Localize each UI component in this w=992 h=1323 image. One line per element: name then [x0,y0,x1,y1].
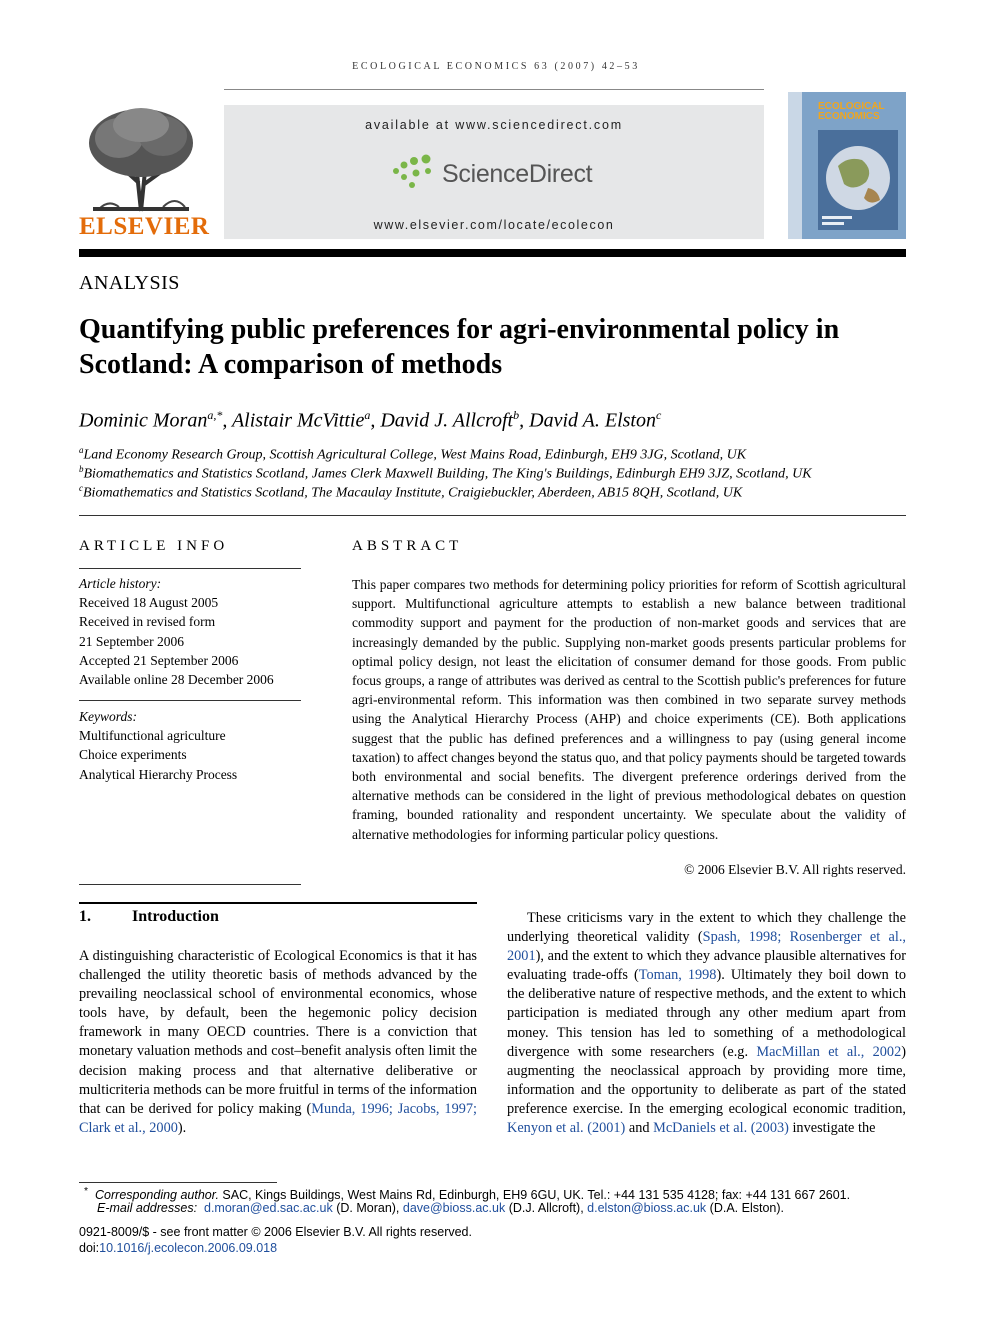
body-text: investigate the [788,1120,876,1137]
article-section-label: ANALYSIS [79,272,180,294]
affiliation-text: Land Economy Research Group, Scottish Agricultural College, West Mains Road, Edinburgh, EH9 3JG, Scotland, UK [83,447,747,463]
history-item: Accepted 21 September 2006 [79,652,239,668]
sciencedirect-logo [390,153,600,193]
section-heading-introduction [79,908,219,926]
email-owner: (D.A. Elston). [706,1201,784,1215]
running-header: ECOLOGICAL ECONOMICS 63 (2007) 42–53 [352,61,640,72]
doi-link[interactable]: 10.1016/j.ecolecon.2006.09.018 [99,1241,278,1255]
history-label: Article history: [79,576,162,591]
citation-link[interactable]: McDaniels et al. (2003) [653,1120,789,1137]
email-note [97,1200,906,1216]
author-list [79,408,661,433]
history-item: Received in revised form [79,614,216,630]
body-text: and [625,1120,654,1137]
email-link[interactable]: d.moran@ed.sac.ac.uk [204,1201,333,1215]
section-number: 1. [79,908,91,925]
author-separator: , [370,409,381,432]
body-text: ). [177,1119,187,1136]
history-item: Received 18 August 2005 [79,595,219,611]
author-name: Dominic Moran [79,409,208,432]
article-info-heading: ARTICLE INFO [79,538,229,554]
available-at-link[interactable]: available at www.sciencedirect.com [365,118,623,132]
history-item: Available online 28 December 2006 [79,672,274,688]
header-rule [224,89,764,90]
footnote-star: * [84,1186,89,1197]
email-owner: (D.J. Allcroft), [505,1201,588,1215]
section-title: Introduction [132,908,219,925]
corresponding-label: Corresponding author. [95,1188,219,1203]
abstract-text: This paper compares two methods for determining policy priorities for reform of Scottish agricultural support. Multifunctional agriculture attempts to establish a new balance between traditional commodity support and payment for the production of non-market goods and services that are increasingly demanded by the public. Supplying non-market goods presents particular problems for optimal policy design, not least the elicitation of consumer demand for those goods. From public focus groups, a range of attributes was derived as central to the Scottish public's preferences for future agri-environmental reform. This information was then combined in two separate survey methods using the Analytical Hierarchy Process (AHP) and choice experiments (CE). Both applications suggest that the public has defined preferences and a willingness to pay (using general income taxation) to affect changes beyond the status quo, and that policy payments should be targeted towards both environmental and social benefits. The divergent preference orderings derived from the alternative methods can be considered in the light of previous methodological debates on question framing, bounded rationality and respondent uncertainty. We speculate about the validity of alternative methodologies for informing particular policy questions. [352,577,906,842]
article-history [79,574,309,689]
sciencedirect-dots-icon [390,153,440,193]
email-link[interactable]: dave@bioss.ac.uk [402,1201,506,1215]
affiliation-marker: a [79,445,84,455]
citation-link[interactable]: Toman, 1998 [638,967,717,984]
author-name: David J. Allcroft [380,409,514,432]
citation-link[interactable]: Munda, 1996; Jacobs, 1997; Clark et al., 2000 [79,1100,477,1136]
doi-line [79,1240,906,1256]
keywords-label: Keywords: [79,709,137,724]
sciencedirect-banner [224,105,764,239]
globe-image [818,130,898,230]
email-label: E-mail addresses: [97,1201,198,1215]
affiliation-text: Biomathematics and Statistics Scotland, The Macaulay Institute, Craigiebuckler, Aberdeen, AB15 8QH, Scotland, UK [83,485,743,501]
author-name: Alistair McVittie [231,409,365,432]
affiliation-text: Biomathematics and Statistics Scotland, James Clerk Maxwell Building, The King's Buildings, Edinburgh EH9 3JZ, Scotland, UK [83,466,812,482]
author-affiliation-marker: a [364,408,371,422]
affiliation-c [79,483,742,502]
article-title: Quantifying public preferences for agri-environmental policy in Scotland: A comparison of methods [79,314,840,380]
affiliation-a [79,445,746,464]
body-text: ) augmenting the neoclassical approach by providing more time, information and the opportunity to deliberate as part of the stated preference exercise. In the emerging ecological economic tradition, [507,1043,906,1117]
divider [79,884,301,885]
divider [79,700,301,701]
cover-title: ECOLOGICAL ECONOMICS [818,101,885,122]
body-text: A distinguishing characteristic of Ecological Economics is that it has challenged the utility theoretic basis of methods advanced by the prevailing neoclassical school of environmental economics, whose tools have, by default, been the hegemonic policy decision framework in many OECD countries. There is a conviction that monetary valuation methods and cost–benefit analysis often limit the decision making process and that alternative deliberative or multicriteria methods can be more fruitful in terms of the information that can be derived for policy making ( [79,948,477,1117]
keyword: Choice experiments [79,747,187,763]
section-rule [79,902,477,904]
divider [79,515,906,516]
body-text: These criticisms vary in the extent to which they challenge the underlying theoretical validity ( [507,910,906,946]
author-affiliation-marker: c [655,408,662,422]
author-affiliation-marker: b [513,408,520,422]
intro-left-column [79,947,477,1138]
author-separator: , [222,409,232,432]
intro-right-column [507,909,906,1138]
masthead-rule [79,249,906,257]
author-affiliation-marker: a,* [207,408,223,422]
citation-link[interactable]: Kenyon et al. (2001) [507,1120,626,1137]
keywords [79,707,309,784]
journal-url-link[interactable]: www.elsevier.com/locate/ecolecon [373,218,615,232]
doi-label: doi: [79,1241,100,1255]
journal-cover-thumbnail [788,92,906,239]
author-separator: , [519,409,530,432]
citation-link[interactable]: MacMillan et al., 2002 [756,1043,902,1060]
divider [79,568,301,569]
elsevier-wordmark: ELSEVIER [79,213,210,240]
citation-link[interactable]: Spash, 1998; Rosenberger et al., 2001 [507,929,907,965]
keyword: Multifunctional agriculture [79,728,226,744]
affiliation-b [79,464,812,483]
email-link[interactable]: d.elston@bioss.ac.uk [587,1201,707,1215]
cover-spine [788,92,802,239]
affiliation-marker: c [79,483,83,493]
body-text: ), and the extent to which they advance plausible alternatives for evaluating trade-offs ( [507,948,906,984]
keyword: Analytical Hierarchy Process [79,766,238,782]
author-name: David A. Elston [529,409,656,432]
sciencedirect-wordmark: ScienceDirect [442,160,593,188]
footnote-rule [79,1182,277,1183]
body-text: ). Ultimately they boil down to the deliberative nature of respective methods, and the extent to which participation is mediated through any other medium apart from money. This tension has led to something of a methodological divergence with some researchers (e.g. [507,967,906,1060]
email-owner: (D. Moran), [332,1201,403,1215]
affiliation-marker: b [79,464,84,474]
corresponding-text: SAC, Kings Buildings, West Mains Rd, Edinburgh, EH9 6GU, UK. Tel.: +44 131 535 4128; fax: +44 131 667 2601. [218,1188,851,1203]
abstract-copyright: © 2006 Elsevier B.V. All rights reserved. [684,862,906,877]
history-item: 21 September 2006 [79,633,184,649]
front-matter-note: 0921-8009/$ - see front matter © 2006 Elsevier B.V. All rights reserved. [79,1225,472,1239]
abstract-heading: ABSTRACT [352,538,463,554]
